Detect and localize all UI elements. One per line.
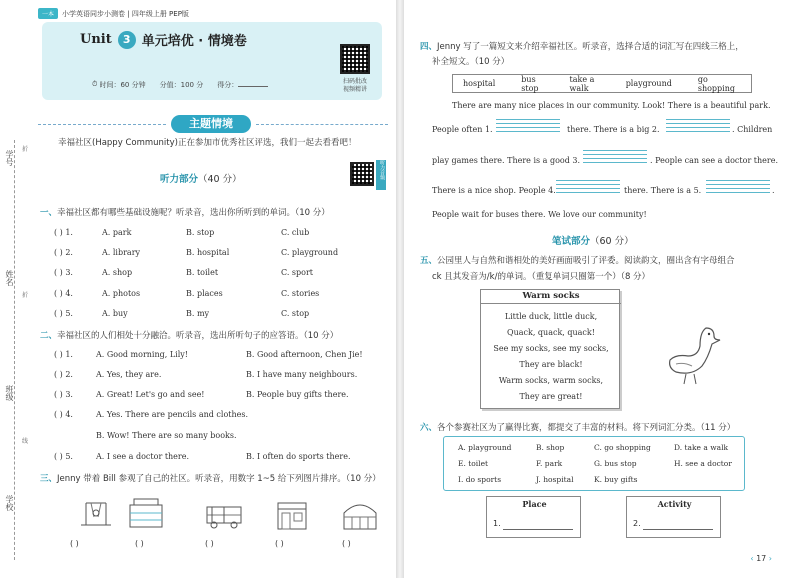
q1-option[interactable]: B. hospital (186, 248, 230, 257)
passage-text: People often 1. (432, 125, 493, 134)
q4-title: 四、Jenny 写了一篇短文来介绍幸福社区。听录音，选择合适的词汇写在四线三格上， (420, 42, 744, 52)
q6-word: F. park (536, 459, 563, 468)
poem-line[interactable]: See my socks, see my socks, (493, 344, 609, 353)
poem-line[interactable]: They are black! (519, 360, 583, 369)
q1-option[interactable]: B. my (186, 309, 210, 318)
four-line-blank-4[interactable] (556, 180, 620, 194)
q2-row-number: ( ) 5. (54, 452, 73, 461)
activity-answer-line[interactable] (643, 529, 713, 530)
word-option: hospital (463, 79, 496, 88)
name-label: 姓名 (5, 270, 14, 286)
q1-row-number: ( ) 4. (54, 289, 73, 298)
place-card[interactable] (486, 496, 581, 538)
q6-word-box (443, 436, 745, 491)
q1-option[interactable]: C. stories (281, 289, 320, 298)
clock-icon: ⏱ (92, 80, 98, 88)
series-tag (38, 8, 189, 19)
q2-option[interactable]: B. Wow! There are so many books. (96, 431, 237, 440)
full-score-label: 分值：100 分 (159, 81, 204, 89)
playground-picture (76, 495, 116, 533)
passage-line-1: There are many nice places in our community. Look! There is a beautiful park. (452, 101, 771, 110)
q2-row-number: ( ) 3. (54, 390, 73, 399)
score-field: 得分： (217, 80, 268, 90)
number-label: 学号 (5, 150, 14, 166)
q1-option[interactable]: C. club (281, 228, 310, 237)
theme-title: 主题情境 (171, 115, 251, 133)
q6-word: A. playground (458, 443, 512, 452)
place-card-number: 1. (493, 519, 501, 528)
q1-option[interactable]: B. places (186, 289, 223, 298)
unit-label: Unit (80, 32, 112, 47)
poem-line[interactable]: Warm socks, warm socks, (498, 376, 604, 385)
q2-option[interactable]: A. Good morning, Lily! (96, 350, 189, 359)
q6-word: B. shop (536, 443, 565, 452)
four-line-blank-2[interactable] (666, 119, 730, 133)
activity-card[interactable] (626, 496, 721, 538)
passage-text: there. There is a big 2. (567, 125, 660, 134)
time-label: 时间：60 分钟 (99, 81, 146, 89)
q1-option[interactable]: A. library (102, 248, 141, 257)
q3-title: 三、Jenny 带着 Bill 参观了自己的社区。听录音，用数字 1~5 给下列图片排序。（10 分） (40, 474, 381, 484)
school-label: 学校 (5, 495, 14, 511)
passage-text: play games there. There is a good 3. (432, 156, 581, 165)
four-line-blank-1[interactable] (496, 119, 560, 133)
passage-text: . Children (732, 125, 773, 134)
shop-picture (272, 495, 312, 533)
q2-option[interactable]: B. Good afternoon, Chen Jie! (246, 350, 363, 359)
passage-text: . (772, 186, 775, 195)
series-title: 小学英语同步小测卷 | 四年级上册 PEP版 (62, 9, 189, 18)
q6-word: G. bus stop (594, 459, 637, 468)
chevron-left-icon: ‹ (750, 554, 754, 563)
q5-title-line2: ck 且其发音为/k/的单词。（重复单词只圈第一个）（8 分） (432, 272, 651, 282)
word-option: playground (625, 79, 672, 88)
passage-text: There is a nice shop. People 4. (432, 186, 556, 195)
q1-row-number: ( ) 3. (54, 268, 73, 277)
q2-option[interactable]: A. I see a doctor there. (96, 452, 190, 461)
q1-option[interactable]: A. buy (102, 309, 128, 318)
scenario-intro: 幸福社区(Happy Community)正在参加市优秀社区评选，我们一起去看看吧！ (58, 138, 357, 148)
audio-badge: 听力音频 (376, 160, 386, 190)
bus-stop-picture (204, 495, 244, 533)
series-logo: 一本 (38, 8, 58, 19)
four-line-blank-3[interactable] (583, 150, 647, 164)
duck-illustration (662, 318, 722, 390)
listening-qr-icon[interactable] (350, 162, 374, 186)
q2-option[interactable]: B. People buy gifts there. (246, 390, 349, 399)
unit-number-badge: 3 (118, 31, 136, 49)
q1-option[interactable]: A. park (102, 228, 132, 237)
poem-line[interactable]: Little duck, little duck, (504, 312, 598, 321)
q2-title: 二、幸福社区的人们相处十分融洽。听录音，选出所听句子的应答语。（10 分） (40, 331, 339, 341)
hospital-picture (340, 495, 380, 533)
q6-word: I. do sports (458, 475, 502, 484)
fold-dashed-line (14, 140, 15, 560)
q3-answer-4[interactable]: ( ) (275, 539, 284, 548)
q4-word-bank (452, 74, 752, 93)
passage-line-last: People wait for buses there. We love our community! (432, 210, 647, 219)
q5-title: 五、公园里人与自然和谐相处的美好画面吸引了评委。阅读韵文，圈出含有字母组合 (420, 256, 735, 266)
page-number: 17 (756, 554, 767, 563)
q2-option[interactable]: A. Great! Let's go and see! (96, 390, 205, 399)
fold-mark-2: 折 (22, 292, 29, 299)
q4-title-line2: 补全短文。（10 分） (432, 57, 510, 67)
book-gutter (396, 0, 404, 578)
chevron-right-icon: › (768, 554, 772, 563)
q3-answer-1[interactable]: ( ) (70, 539, 79, 548)
word-option: bus stop (521, 74, 539, 93)
q1-row-number: ( ) 1. (54, 228, 73, 237)
passage-text: there. There is a 5. (624, 186, 702, 195)
four-line-blank-5[interactable] (706, 180, 770, 194)
qr-code-icon[interactable] (340, 44, 370, 74)
q6-word: H. see a doctor (674, 459, 732, 468)
q1-title: 一、幸福社区都有哪些基础设施呢？听录音，选出你所听到的单词。（10 分） (40, 208, 330, 218)
q1-option[interactable]: A. shop (102, 268, 133, 277)
q6-word: J. hospital (536, 475, 574, 484)
fold-mark-1: 折 (22, 146, 29, 153)
unit-subtitle: 单元培优 · 情境卷 (141, 34, 247, 49)
q1-option[interactable]: B. toilet (186, 268, 219, 277)
q6-word: C. go shopping (594, 443, 651, 452)
qr-caption: 扫码批改 视频精讲 (342, 78, 367, 93)
q1-option[interactable]: B. stop (186, 228, 215, 237)
writing-section-title: 笔试部分（60 分） (552, 236, 634, 247)
activity-card-title: Activity (657, 499, 692, 509)
q6-word: E. toilet (458, 459, 489, 468)
q2-option[interactable]: B. I have many neighbours. (246, 370, 358, 379)
q1-option[interactable]: C. playground (281, 248, 339, 257)
word-option: take a walk (569, 74, 595, 93)
q6-title: 六、各个参赛社区为了赢得比赛，都提交了丰富的材料。将下列词汇分类。（11 分） (420, 423, 736, 433)
unit-title (80, 30, 247, 49)
q6-word: D. take a walk (674, 443, 729, 452)
listening-section-title: 听力部分（40 分） (160, 174, 242, 185)
place-card-title: Place (522, 499, 547, 509)
q1-row-number: ( ) 2. (54, 248, 73, 257)
q1-option[interactable]: A. photos (102, 289, 141, 298)
q2-row-number: ( ) 1. (54, 350, 73, 359)
q6-word: K. buy gifts (594, 475, 638, 484)
passage-text: . People can see a doctor there. (650, 156, 779, 165)
q3-answer-5[interactable]: ( ) (342, 539, 351, 548)
poem-line[interactable]: They are great! (519, 392, 583, 401)
q3-answer-2[interactable]: ( ) (135, 539, 144, 548)
q3-answer-3[interactable]: ( ) (205, 539, 214, 548)
page-footer (750, 554, 772, 563)
exam-meta (92, 80, 268, 90)
library-picture (126, 495, 166, 533)
q2-option[interactable]: A. Yes. There are pencils and clothes. (96, 410, 249, 419)
theme-banner (38, 115, 388, 133)
q2-row-number: ( ) 2. (54, 370, 73, 379)
q2-row-number: ( ) 4. (54, 410, 73, 419)
place-answer-line[interactable] (503, 529, 573, 530)
q3-pictures (76, 495, 386, 535)
poem-card (480, 289, 620, 409)
word-option: go shopping (697, 74, 735, 93)
poem-title: Warm socks (481, 288, 621, 304)
fold-mark-3: 线 (22, 438, 29, 445)
q2-option[interactable]: B. I often do sports there. (246, 452, 351, 461)
poem-line[interactable]: Quack, quack, quack! (507, 328, 595, 337)
q1-option[interactable]: C. sport (281, 268, 314, 277)
q1-option[interactable]: C. stop (281, 309, 310, 318)
activity-card-number: 2. (633, 519, 641, 528)
q1-row-number: ( ) 5. (54, 309, 73, 318)
class-label: 班级 (5, 385, 14, 401)
q2-option[interactable]: A. Yes, they are. (96, 370, 162, 379)
